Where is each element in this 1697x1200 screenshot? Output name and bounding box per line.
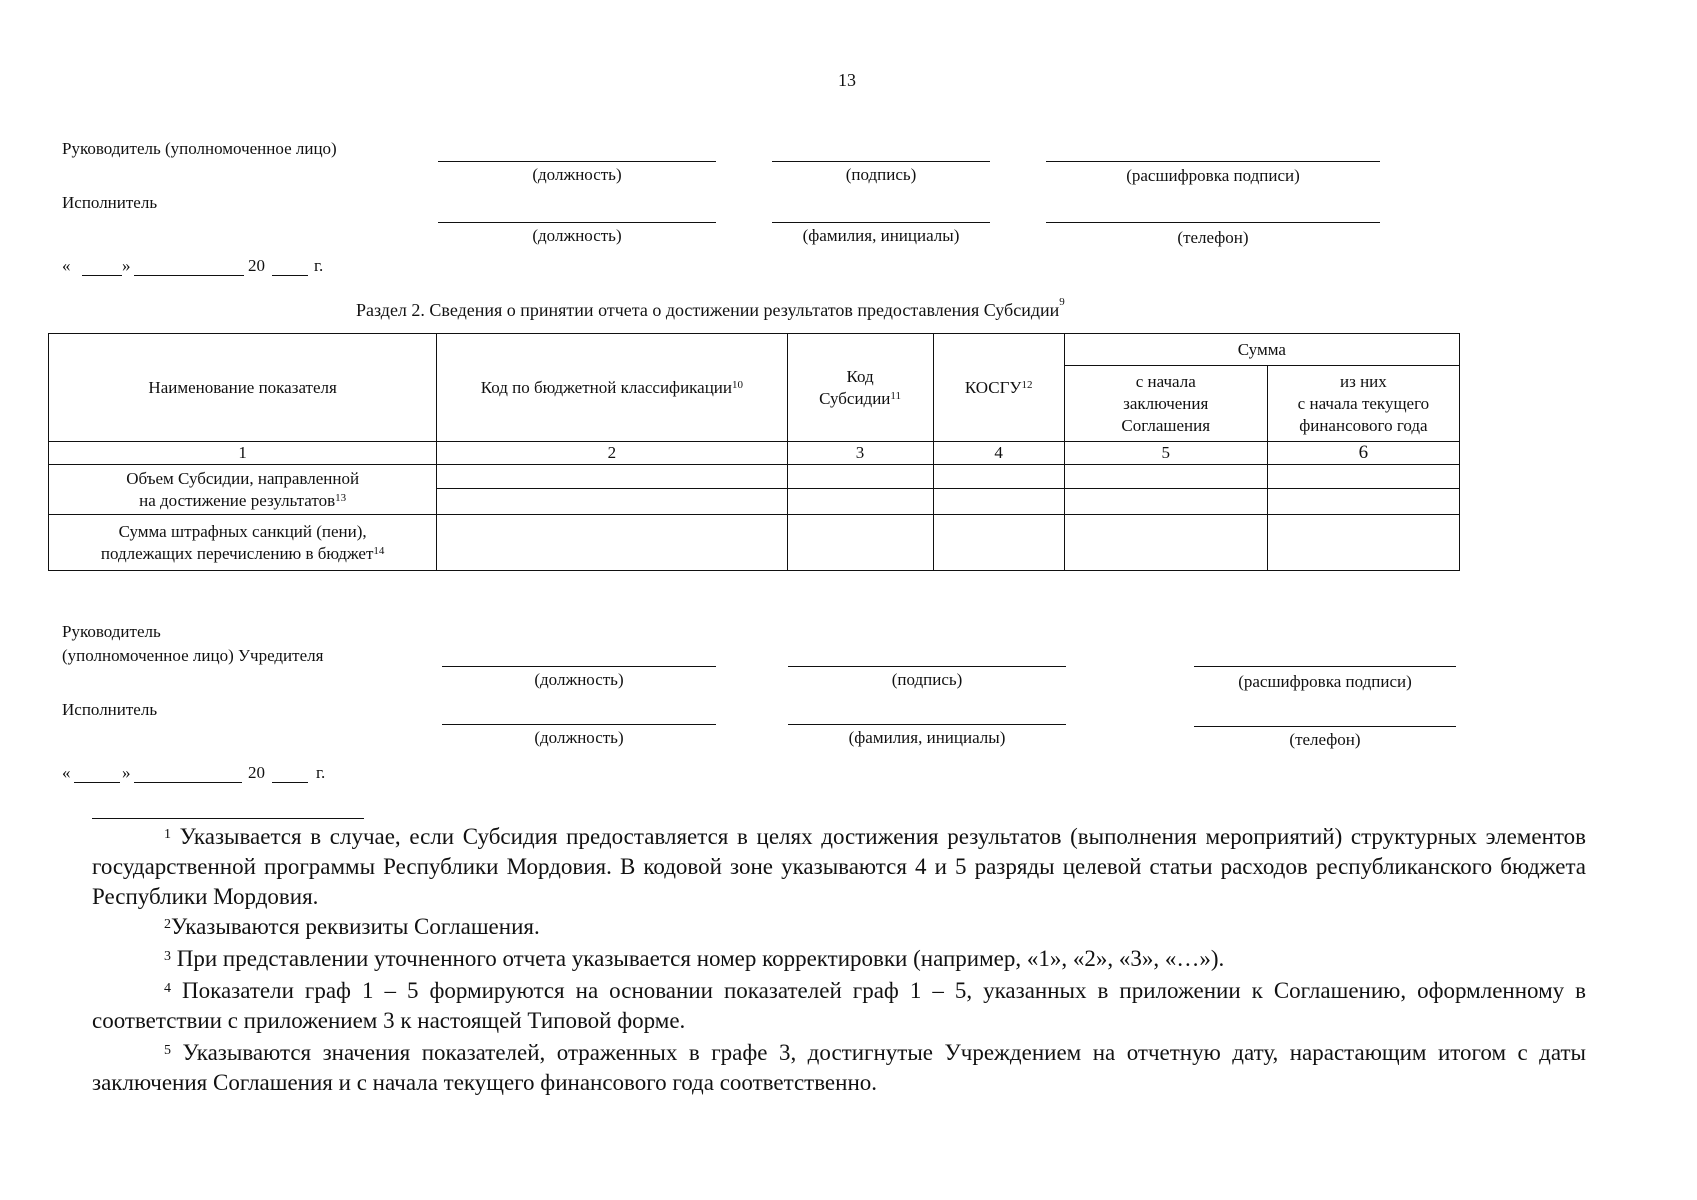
date-year-suffix: г. (316, 763, 326, 782)
header-subsidy-code-ref: 11 (890, 389, 902, 402)
founder-executor-name-line[interactable] (788, 724, 1066, 725)
row-label-penalties (49, 515, 437, 571)
founder-signature-decode-caption: (расшифровка подписи) (1238, 672, 1412, 691)
head-signature-line[interactable] (772, 161, 990, 162)
footnote-text: Указываются значения показателей, отраженных в графе 3, достигнутые Учреждением на отчетную дату, нарастающим итогом с даты заключения Соглашения и с начала текущего финансового года соответственно. (92, 1040, 1587, 1095)
footnote-number: 2 (164, 917, 171, 932)
header-kosgu-text: КОСГУ (964, 377, 1022, 397)
founder-signature-decode-line[interactable] (1194, 666, 1456, 667)
footnote-2 (92, 912, 1586, 942)
footnote-number: 1 (164, 827, 171, 842)
row-label-subsidy-volume (49, 465, 437, 515)
founder-executor-position-line[interactable] (442, 724, 716, 725)
header-kosgu-ref: 12 (1021, 378, 1033, 391)
founder-executor-name-caption: (фамилия, инициалы) (848, 728, 1006, 747)
header-subsidy-code-l2: Субсидии (819, 388, 891, 408)
row-label-l2: на достижение результатов (139, 490, 336, 510)
table-row (49, 515, 1460, 571)
header-of-which-l2: с начала текущего (1297, 393, 1430, 413)
column-number: 6 (1267, 442, 1459, 465)
row-label-ref: 14 (373, 544, 385, 557)
header-sum (1064, 334, 1459, 366)
header-since-agreement-l2: заключения (1123, 393, 1209, 413)
row-label-l1: Объем Субсидии, направленной (126, 468, 360, 488)
head-position-line[interactable] (438, 161, 716, 162)
executor-phone-caption: (телефон) (1177, 228, 1249, 247)
section-title-ref: 9 (1059, 296, 1065, 308)
founder-head-label-l2: (уполномоченное лицо) Учредителя (62, 646, 324, 665)
founder-position-caption: (должность) (534, 670, 624, 689)
founder-signature-caption: (подпись) (891, 670, 963, 689)
section-title-text: Раздел 2. Сведения о принятии отчета о достижении результатов предоставления Субсидии (356, 300, 1060, 320)
footnote-4 (92, 976, 1586, 1036)
date-year-line[interactable] (272, 275, 308, 276)
cell-input[interactable] (787, 465, 933, 489)
cell-input[interactable] (437, 515, 787, 571)
date-day-line[interactable] (82, 275, 122, 276)
founder-executor-phone-line[interactable] (1194, 726, 1456, 727)
head-signature-caption: (подпись) (845, 165, 917, 184)
cell-input[interactable] (933, 489, 1064, 515)
header-since-agreement-l1: с начала (1135, 371, 1196, 391)
cell-input[interactable] (933, 465, 1064, 489)
date-close-quote: » (122, 763, 131, 782)
row-label-l1: Сумма штрафных санкций (пени), (118, 521, 367, 541)
header-budget-code-text: Код по бюджетной классификации (480, 377, 733, 397)
executor-name-caption: (фамилия, инициалы) (802, 226, 960, 245)
cell-input[interactable] (1267, 515, 1459, 571)
footnote-number: 4 (164, 981, 171, 996)
date-year-suffix: г. (314, 256, 324, 275)
header-budget-code-ref: 10 (732, 378, 744, 391)
date-open-quote: « (62, 256, 71, 275)
column-number: 2 (437, 442, 787, 465)
footnote-text: Показатели граф 1 – 5 формируются на основании показателей граф 1 – 5, указанных в приложении к Соглашению, оформленному в соответствии с приложением 3 к настоящей Типовой форме. (92, 978, 1587, 1033)
report-table (48, 333, 1460, 571)
page-number: 13 (838, 70, 856, 90)
footnote-text: Указывается в случае, если Субсидия предоставляется в целях достижения результатов (выполнения мероприятий) структурных элементов государственной программы Республики Мордовия. В кодовой зоне указываются 4 и 5 разряды целевой статьи расходов республиканского бюджета Республики Мордовия. (92, 824, 1586, 909)
date-day-line[interactable] (74, 782, 120, 783)
cell-input[interactable] (933, 515, 1064, 571)
header-of-which-l1: из них (1340, 371, 1387, 391)
section-title (356, 296, 1065, 321)
cell-input[interactable] (1267, 465, 1459, 489)
column-number: 5 (1064, 442, 1267, 465)
header-kosgu (933, 334, 1064, 442)
column-number: 4 (933, 442, 1064, 465)
header-of-which (1267, 366, 1459, 442)
date-month-line[interactable] (134, 782, 242, 783)
column-number: 1 (49, 442, 437, 465)
footnote-number: 5 (164, 1043, 171, 1058)
header-indicator-name-text: Наименование показателя (148, 377, 337, 397)
executor-phone-line[interactable] (1046, 222, 1380, 223)
founder-head-label-l1: Руководитель (62, 622, 161, 641)
footnote-3 (92, 944, 1586, 974)
header-sum-text: Сумма (1237, 339, 1286, 359)
head-position-caption: (должность) (532, 165, 622, 184)
cell-input[interactable] (787, 489, 933, 515)
table-row (49, 465, 1460, 489)
cell-input[interactable] (1064, 489, 1267, 515)
header-of-which-l3: финансового года (1299, 415, 1428, 435)
founder-executor-label: Исполнитель (62, 700, 158, 719)
cell-input[interactable] (1064, 515, 1267, 571)
founder-executor-phone-caption: (телефон) (1289, 730, 1361, 749)
head-label: Руководитель (уполномоченное лицо) (62, 139, 337, 158)
cell-input[interactable] (1064, 465, 1267, 489)
executor-position-line[interactable] (438, 222, 716, 223)
executor-label: Исполнитель (62, 193, 158, 212)
header-budget-code (437, 334, 787, 442)
cell-input[interactable] (437, 489, 787, 515)
date-open-quote: « (62, 763, 71, 782)
head-signature-decode-line[interactable] (1046, 161, 1380, 162)
header-since-agreement-l3: Соглашения (1121, 415, 1211, 435)
founder-position-line[interactable] (442, 666, 716, 667)
founder-signature-line[interactable] (788, 666, 1066, 667)
header-subsidy-code (787, 334, 933, 442)
header-since-agreement (1064, 366, 1267, 442)
row-label-ref: 13 (335, 491, 347, 504)
row-label-l2: подлежащих перечислению в бюджет (100, 543, 374, 563)
executor-name-line[interactable] (772, 222, 990, 223)
date-year-prefix: 20 (248, 256, 265, 275)
cell-input[interactable] (437, 465, 787, 489)
head-signature-decode-caption: (расшифровка подписи) (1126, 166, 1300, 185)
footnote-separator (92, 818, 364, 819)
footnote-1 (92, 822, 1586, 912)
founder-executor-position-caption: (должность) (534, 728, 624, 747)
cell-input[interactable] (787, 515, 933, 571)
cell-input[interactable] (1267, 489, 1459, 515)
executor-position-caption: (должность) (532, 226, 622, 245)
header-subsidy-code-l1: Код (846, 366, 874, 386)
footnote-text: Указываются реквизиты Соглашения. (171, 914, 540, 939)
column-number: 3 (787, 442, 933, 465)
date-year-line[interactable] (272, 782, 308, 783)
footnote-number: 3 (164, 949, 171, 964)
header-indicator-name (49, 334, 437, 442)
footnote-5 (92, 1038, 1586, 1098)
date-close-quote: » (122, 256, 131, 275)
date-year-prefix: 20 (248, 763, 265, 782)
column-number-row (49, 442, 1460, 465)
date-month-line[interactable] (134, 275, 244, 276)
footnote-text: При представлении уточненного отчета указывается номер корректировки (например, «1», «2», «3», «…»). (176, 946, 1225, 971)
